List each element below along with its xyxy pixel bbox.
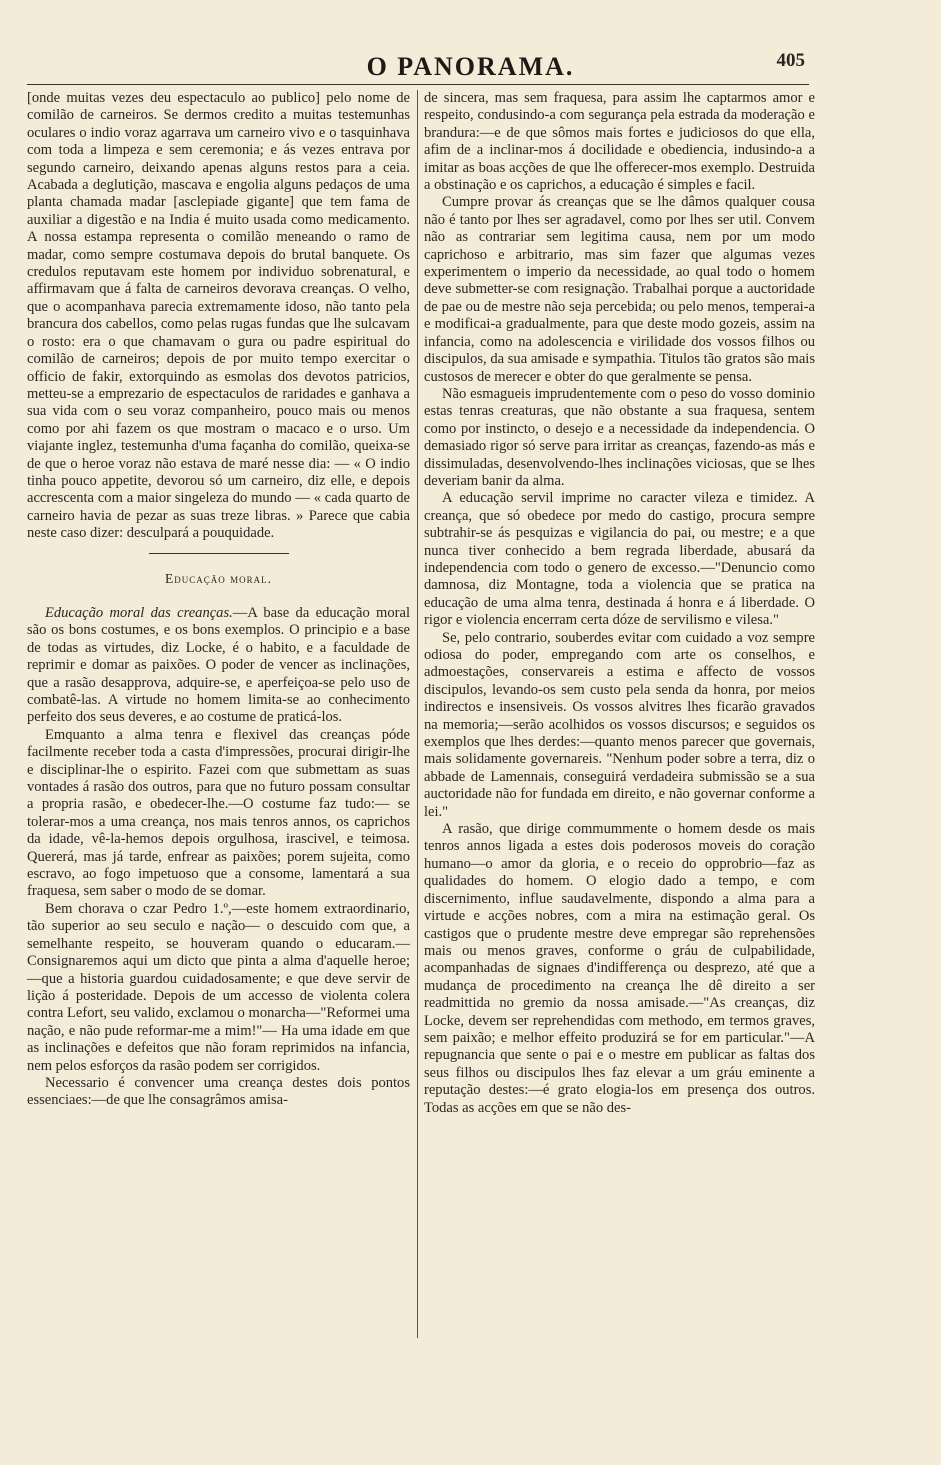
- masthead-title: O PANORAMA.: [366, 52, 575, 81]
- paragraph-comilao: [onde muitas vezes deu espectaculo ao publico] pelo nome de comilão de carneiros. Se dermos credito a muitas testemunhas oculares o indio voraz agarrava um carneiro vivo e o tasquinhava com toda a limpeza e sem ceremonia; e ás vezes entrava por segundo carneiro, deixando apenas alguns restos para a ceia. Acabada a deglutição, mascava e engolia alguns pedaços de uma planta chamada madar [asclepiade gigante] que tem fama de auxiliar a digestão e na India é muito usada como medicamento. A nossa estampa representa o comilão meneando o ramo de madar, como sempre costumava depois do brutal banquete. Os credulos reputavam este homem por individuo sobrenatural, e affirmavam que á falta de carneiros devorava creanças. O velho, que o acompanhava parecia extremamente idoso, não tanto pela brancura dos cabellos, como pelas rugas fundas que lhe sulcavam o rosto: era o que chamavam o gura ou padre espiritual do comilão de carneiros; depois de por muito tempo exercitar o officio de fakir, extorquindo as esmolas dos devotos patricios, metteu-se a emprezario de espectaculos de raridades e ganhava a sua vida com o seu voraz companheiro, pouco mais ou menos como por ahi fazem os que mostram o macaco e o urso. Um viajante inglez, testemunha d'uma façanha do comilão, queixa-se de que o heroe voraz não estava de maré nesse dia: — « O indio tinha pouco appetite, devorou só um carneiro, diz elle, e depois accrescenta com a maior singeleza do mundo — « cada quarto de carneiro havia de pezar as suas treze libras. » Parece que cabia neste caso dizer: desculpará a pouquidade.: [27, 90, 410, 542]
- section-title: Educação moral.: [164, 570, 272, 586]
- paragraph-czar-pedro: Bem chorava o czar Pedro 1.º,—este homem extraordinario, tão superior ao seu seculo e nação— o descuido com que, a semelhante respeito, se houveram quando o educaram.—Consignaremos aqui um dicto que pinta a alma d'aquelle heroe;—que a historia guardou cuidadosamente; e que deve servir de lição á posteridade. Depois de um accesso de violenta colera contra Lefort, seu valido, exclamou o monarcha—"Reformei uma nação, e não pude reformar-me a mim!"— Ha uma idade em que as inclinações e defeitos que não foram reprimidos na infancia, nem pelos esforços da rasão podem ser corrigidos.: [27, 900, 410, 1074]
- header-rule: [27, 84, 809, 85]
- paragraph-se-pelo-contrario: Se, pelo contrario, souberdes evitar com cuidado a voz sempre odiosa do poder, empregando com arte os conselhos, e admoestações, conservareis a estima e affecto de vossos discipulos, levando-os sem custo pela senda da honra, por meios indirectos e insensiveis. Os vossos alvitres lhes ficarão gravados na memoria;—serão acolhidos os vossos discursos; e seguidos os exemplos que lhes derdes:—quanto menos parecer que governais, mais solidamente governareis. "Nenhum poder sobre a terra, diz o abbade de Lamennais, conseguirá verdadeira submissão se a sua auctoridade não for fundada em direito, e não governar conforme a lei.": [424, 629, 815, 820]
- paragraph-educacao-text: —A base da educação moral são os bons costumes, e os bons exemplos. O principio e a base de todas as virtudes, diz Locke, é o habito, e a faculdade de reprimir e domar as paixões. O poder de vencer as inclinações, que a rasão desapprova, adquire-se, e aperfeiçoa-se pelo uso de combatê-las. A virtude no homem limita-se ao conhecimento perfeito dos seus deveres, e ao costume de praticá-los.: [27, 604, 410, 726]
- paragraph-educacao-intro: [27, 605, 410, 727]
- left-column: [27, 90, 410, 1110]
- paragraph-necessario: Necessario é convencer uma creança destes dois pontos essenciaes:—de que lhe consagrâmos amisa-: [27, 1074, 410, 1109]
- paragraph-educacao-servil: A educação servil imprime no caracter vileza e timidez. A creança, que só obedece por medo do castigo, procura sempre subtrahir-se ás pesquizas e vigilancia do pai, ou mestre; e a que nunca tiver conhecido a bem regrada liberdade, abusará da independencia com todo o genero de excesso.—"Denuncio como damnosa, diz Montagne, toda a violencia que se pratica na educação de uma alma tenra, destinada á honra e á liberdade. O rigor e violencia encerram certa dóze de servilismo e vilesa.": [424, 490, 815, 629]
- paragraph-a-rasao: A rasão, que dirige commummente o homem desde os mais tenros annos ligada a estes dois poderosos moveis do coração humano—o amor da gloria, e o receio do opprobrio—faz as qualidades do homem. O elogio dado a tempo, e com discernimento, influe saudavelmente, dispondo a alma para a virtude e acções nobres, com a mira na estimação geral. Os castigos que o prudente mestre deve empregar são reprehensões mais ou menos graves, conforme o gráu de culpabilidade, acompanhadas de signaes d'indifferença ou desprezo, até que a mudança de procedimento na creança lhe dê direito a ser readmittida no gremio da nossa amisade.—"As creanças, diz Locke, devem ser reprehendidas com methodo, em termos graves, sem paixão; e melhor effeito produzirá se for em particular."—A repugnancia que sente o pai e o mestre em publicar as faltas dos seus filhos ou discipulos lhes faz elevar a um gráu eminente a reputação destes:—é grato elogia-los em presença dos outros. Todas as acções em que se não des-: [424, 821, 815, 1116]
- section-divider: [149, 553, 289, 554]
- paragraph-cumpre-provar: Cumpre provar ás creanças que se lhe dâmos qualquer cousa não é tanto por lhes ser agradavel, como por lhes ser util. Convem não as contrariar sem legitima causa, nem por um modo caprichoso e arbitrario, mas sim fazer que algumas vezes experimentem o imperio da necessidade, ao qual todo o homem deve submetter-se com resignação. Trabalhai porque a auctoridade de pae ou de mestre não seja percebida; ou pelo menos, temperai-a e modificai-a gradualmente, para que deste modo gozeis, assim na infancia, como na adolescencia e virilidade dos vossos filhos ou discipulos, da sua amisade e sympathia. Titulos tão gratos são mais custosos de merecer e obter do que geralmente se pensa.: [424, 194, 815, 385]
- right-column: [424, 90, 815, 1117]
- paragraph-alma-tenra: Emquanto a alma tenra e flexivel das creanças póde facilmente receber toda a casta d'impressões, procurai dirigir-lhe e disciplinar-lhe o espirito. Fazei com que submettam as suas vontades á rasão dos outros, para que no futuro possam consultar a propria rasão, e obedecer-lhe.—O costume faz tudo:— se tolerar-mos a uma creança, nos mais tenros annos, os caprichos da idade, vê-la-hemos depois orgulhosa, irascivel, e teimosa. Quererá, mas já tarde, enfrear as paixões; porem sujeita, como escravo, ao fogo impetuoso que a consome, lamentará a sua fraquesa, sem saber o modo de se domar.: [27, 726, 410, 900]
- page-number: 405: [776, 50, 805, 71]
- runin-heading: Educação moral das creanças.: [45, 604, 233, 621]
- column-divider: [417, 90, 418, 1338]
- paragraph-sincera: de sincera, mas sem fraquesa, para assim lhe captarmos amor e respeito, condusindo-a com segurança pela estrada da moderação e brandura:—e de que sômos mais fortes e judiciosos do que ella, afim de a inclinar-mos á docilidade e obediencia, indusindo-a a imitar as boas acções de que lhe offerecer-mos exemplo. Destruida a obstinação e os caprichos, a educação é simples e facil.: [424, 90, 815, 194]
- paragraph-nao-esmagueis: Não esmagueis imprudentemente com o peso do vosso dominio estas tenras creaturas, que não obstante a sua fraquesa, sentem como por instincto, o desejo e a necessidade da independencia. O demasiado rigor só serve para irritar as creanças, fazendo-as más e dissimuladas, desenvolvendo-lhes inclinações viciosas, que se lhes deveriam banir da alma.: [424, 385, 815, 489]
